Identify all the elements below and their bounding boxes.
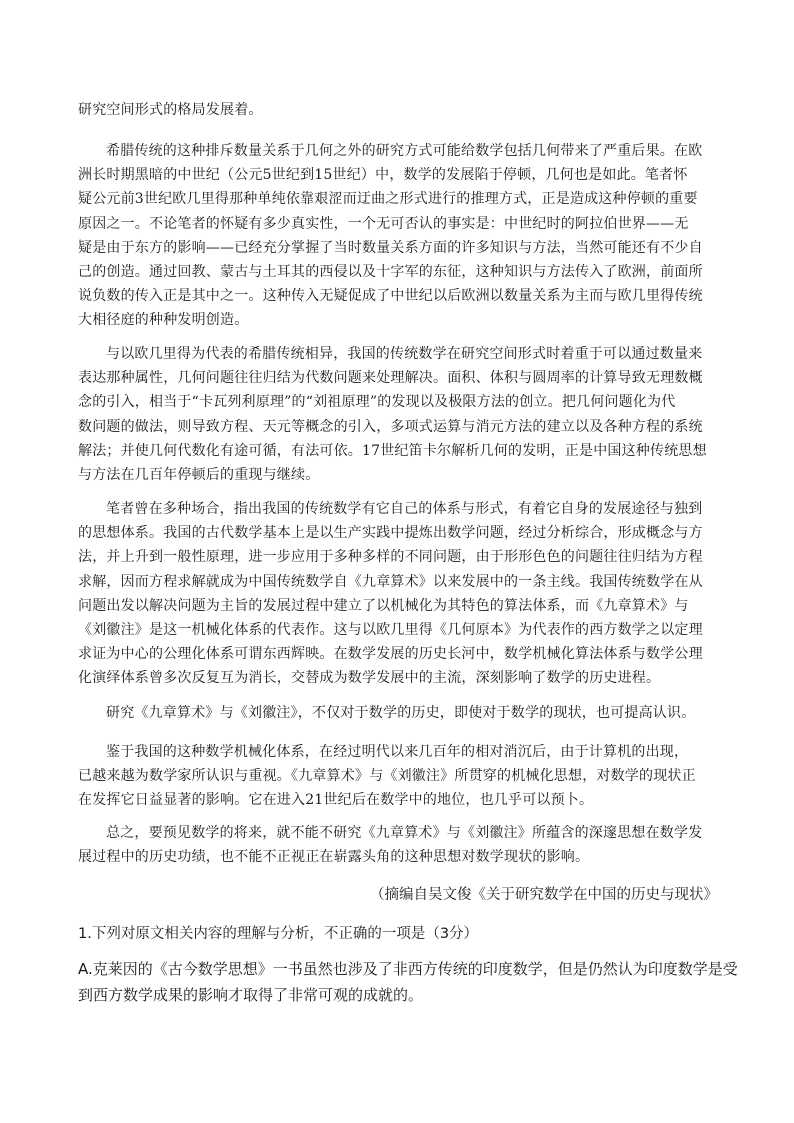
text-line: 的思想体系。我国的古代数学基本上是以生产实践中提炼出数学问题，经过分析综合，形成概念与方 xyxy=(78,525,703,542)
text-line: 鉴于我国的这种数学机械化体系，在经过明代以来几百年的相对消沉后，由于计算机的出现， xyxy=(106,744,689,760)
text-line: 已越来越为数学家所认识与重视。《九章算术》与《刘徽注》所贯穿的机械化思想，对数学的现状正 xyxy=(78,768,696,785)
text-line: 笔者曾在多种场合，指出我国的传统数学有它自己的体系与形式，有着它自身的发展途径与独到 xyxy=(106,501,703,517)
text-line: 法，并上升到一般性原理，进一步应用于多种多样的不同问题，由于形形色色的问题往往归结为方程 xyxy=(78,549,703,566)
text-line: 己的创造。通过回教、蒙古与土耳其的西侵以及十字军的东征，这种知识与方法传入了欧洲，前面所 xyxy=(78,264,703,281)
text-line: 与以欧几里得为代表的希腊传统相异，我国的传统数学在研究空间形式时着重于可以通过数量来 xyxy=(106,346,703,362)
text-line: 研究空间形式的格局发展着。 xyxy=(78,102,263,118)
paragraph-conclusion xyxy=(78,821,718,869)
text-line: 求证为中心的公理化体系可谓东西辉映。在数学发展的历史长河中，数学机械化算法体系与数学公理 xyxy=(78,646,703,663)
paragraph-computer-era xyxy=(78,740,718,813)
paragraph-chinese-tradition xyxy=(78,342,718,487)
text-line: 求解，因而方程求解就成为中国传统数学自《九章算术》以来发展中的一条主线。我国传统数学在从 xyxy=(78,573,703,590)
text-line: 化演绎体系曾多次反复互为消长，交替成为数学发展中的主流，深刻影响了数学的历史进程。 xyxy=(78,670,661,687)
text-line: A.克莱因的《古今数学思想》一书虽然也涉及了非西方传统的印度数学，但是仍然认为印度数学是受 xyxy=(78,960,738,978)
text-line: 与方法在几百年停顿后的重现与继续。 xyxy=(78,467,320,484)
question-stem: 1.下列对原文相关内容的理解与分析，不正确的一项是（3分） xyxy=(78,926,479,942)
text-line: 展过程中的历史功绩，也不能不正视正在崭露头角的这种思想对数学现状的影响。 xyxy=(78,849,590,866)
text-line: 数问题的做法，则导致方程、天元等概念的引入，多项式运算与消元方法的建立以及各种方程的系统 xyxy=(78,418,703,435)
text-line: 洲长时期黑暗的中世纪（公元5世纪到15世纪）中，数学的发展陷于停顿，几何也是如此。笔者怀 xyxy=(78,167,688,184)
answer-option-a xyxy=(78,956,738,1008)
text-line: 疑是由于东方的影响——已经充分掌握了当时数量关系方面的许多知识与方法，当然可能还有不少自 xyxy=(78,239,703,256)
text-line: 在发挥它日益显著的影响。它在进入21世纪后在数学中的地位，也几乎可以预卜。 xyxy=(78,792,594,809)
text-line: 原因之一。不论笔者的怀疑有多少真实性，一个无可否认的事实是：中世纪时的阿拉伯世界——无 xyxy=(78,215,689,232)
paragraph-research-value xyxy=(78,701,718,725)
text-line: 研究《九章算术》与《刘徽注》，不仅对于数学的历史，即使对于数学的现状，也可提高认识。 xyxy=(106,705,696,721)
source-citation: （摘编自吴文俊《关于研究数学在中国的历史与现状》 xyxy=(370,887,718,903)
text-line: 到西方数学成果的影响才取得了非常可观的成就的。 xyxy=(78,986,424,1004)
paragraph-author-view xyxy=(78,497,718,691)
text-line: 表达那种属性，几何问题往往归结为代数问题来处理解决。面积、体积与圆周率的计算导致无理数概 xyxy=(78,370,703,387)
text-line: 疑公元前3世纪欧几里得那种单纯依靠艰涩而迂曲之形式进行的推理方式，正是造成这种停顿的重要 xyxy=(78,191,698,208)
text-line: 解法；并使几何代数化有途可循，有法可依。17世纪笛卡尔解析几何的发明，正是中国这种传统思想 xyxy=(78,442,707,459)
text-line: 念的引入，相当于“卡瓦列利原理”的“刘祖原理”的发现以及极限方法的创立。把几何问题化为代 xyxy=(78,394,676,411)
paragraph-intro xyxy=(78,98,718,122)
text-line: 《刘徽注》是这一机械化体系的代表作。这与以欧几里得《几何原本》为代表作的西方数学之以定理 xyxy=(78,622,703,639)
text-line: 希腊传统的这种排斥数量关系于几何之外的研究方式可能给数学包括几何带来了严重后果。在欧 xyxy=(106,143,703,159)
text-line: 说负数的传入正是其中之一。这种传入无疑促成了中世纪以后欧洲以数量关系为主而与欧几里得传统 xyxy=(78,288,703,305)
text-line: 大相径庭的种种发明创造。 xyxy=(78,312,249,329)
paragraph-greek-tradition xyxy=(78,139,718,333)
text-line: 总之，要预见数学的将来，就不能不研究《九章算术》与《刘徽注》所蕴含的深邃思想在数学发 xyxy=(106,825,703,841)
text-line: 问题出发以解决问题为主旨的发展过程中建立了以机械化为其特色的算法体系，而《九章算术》与 xyxy=(78,597,689,614)
